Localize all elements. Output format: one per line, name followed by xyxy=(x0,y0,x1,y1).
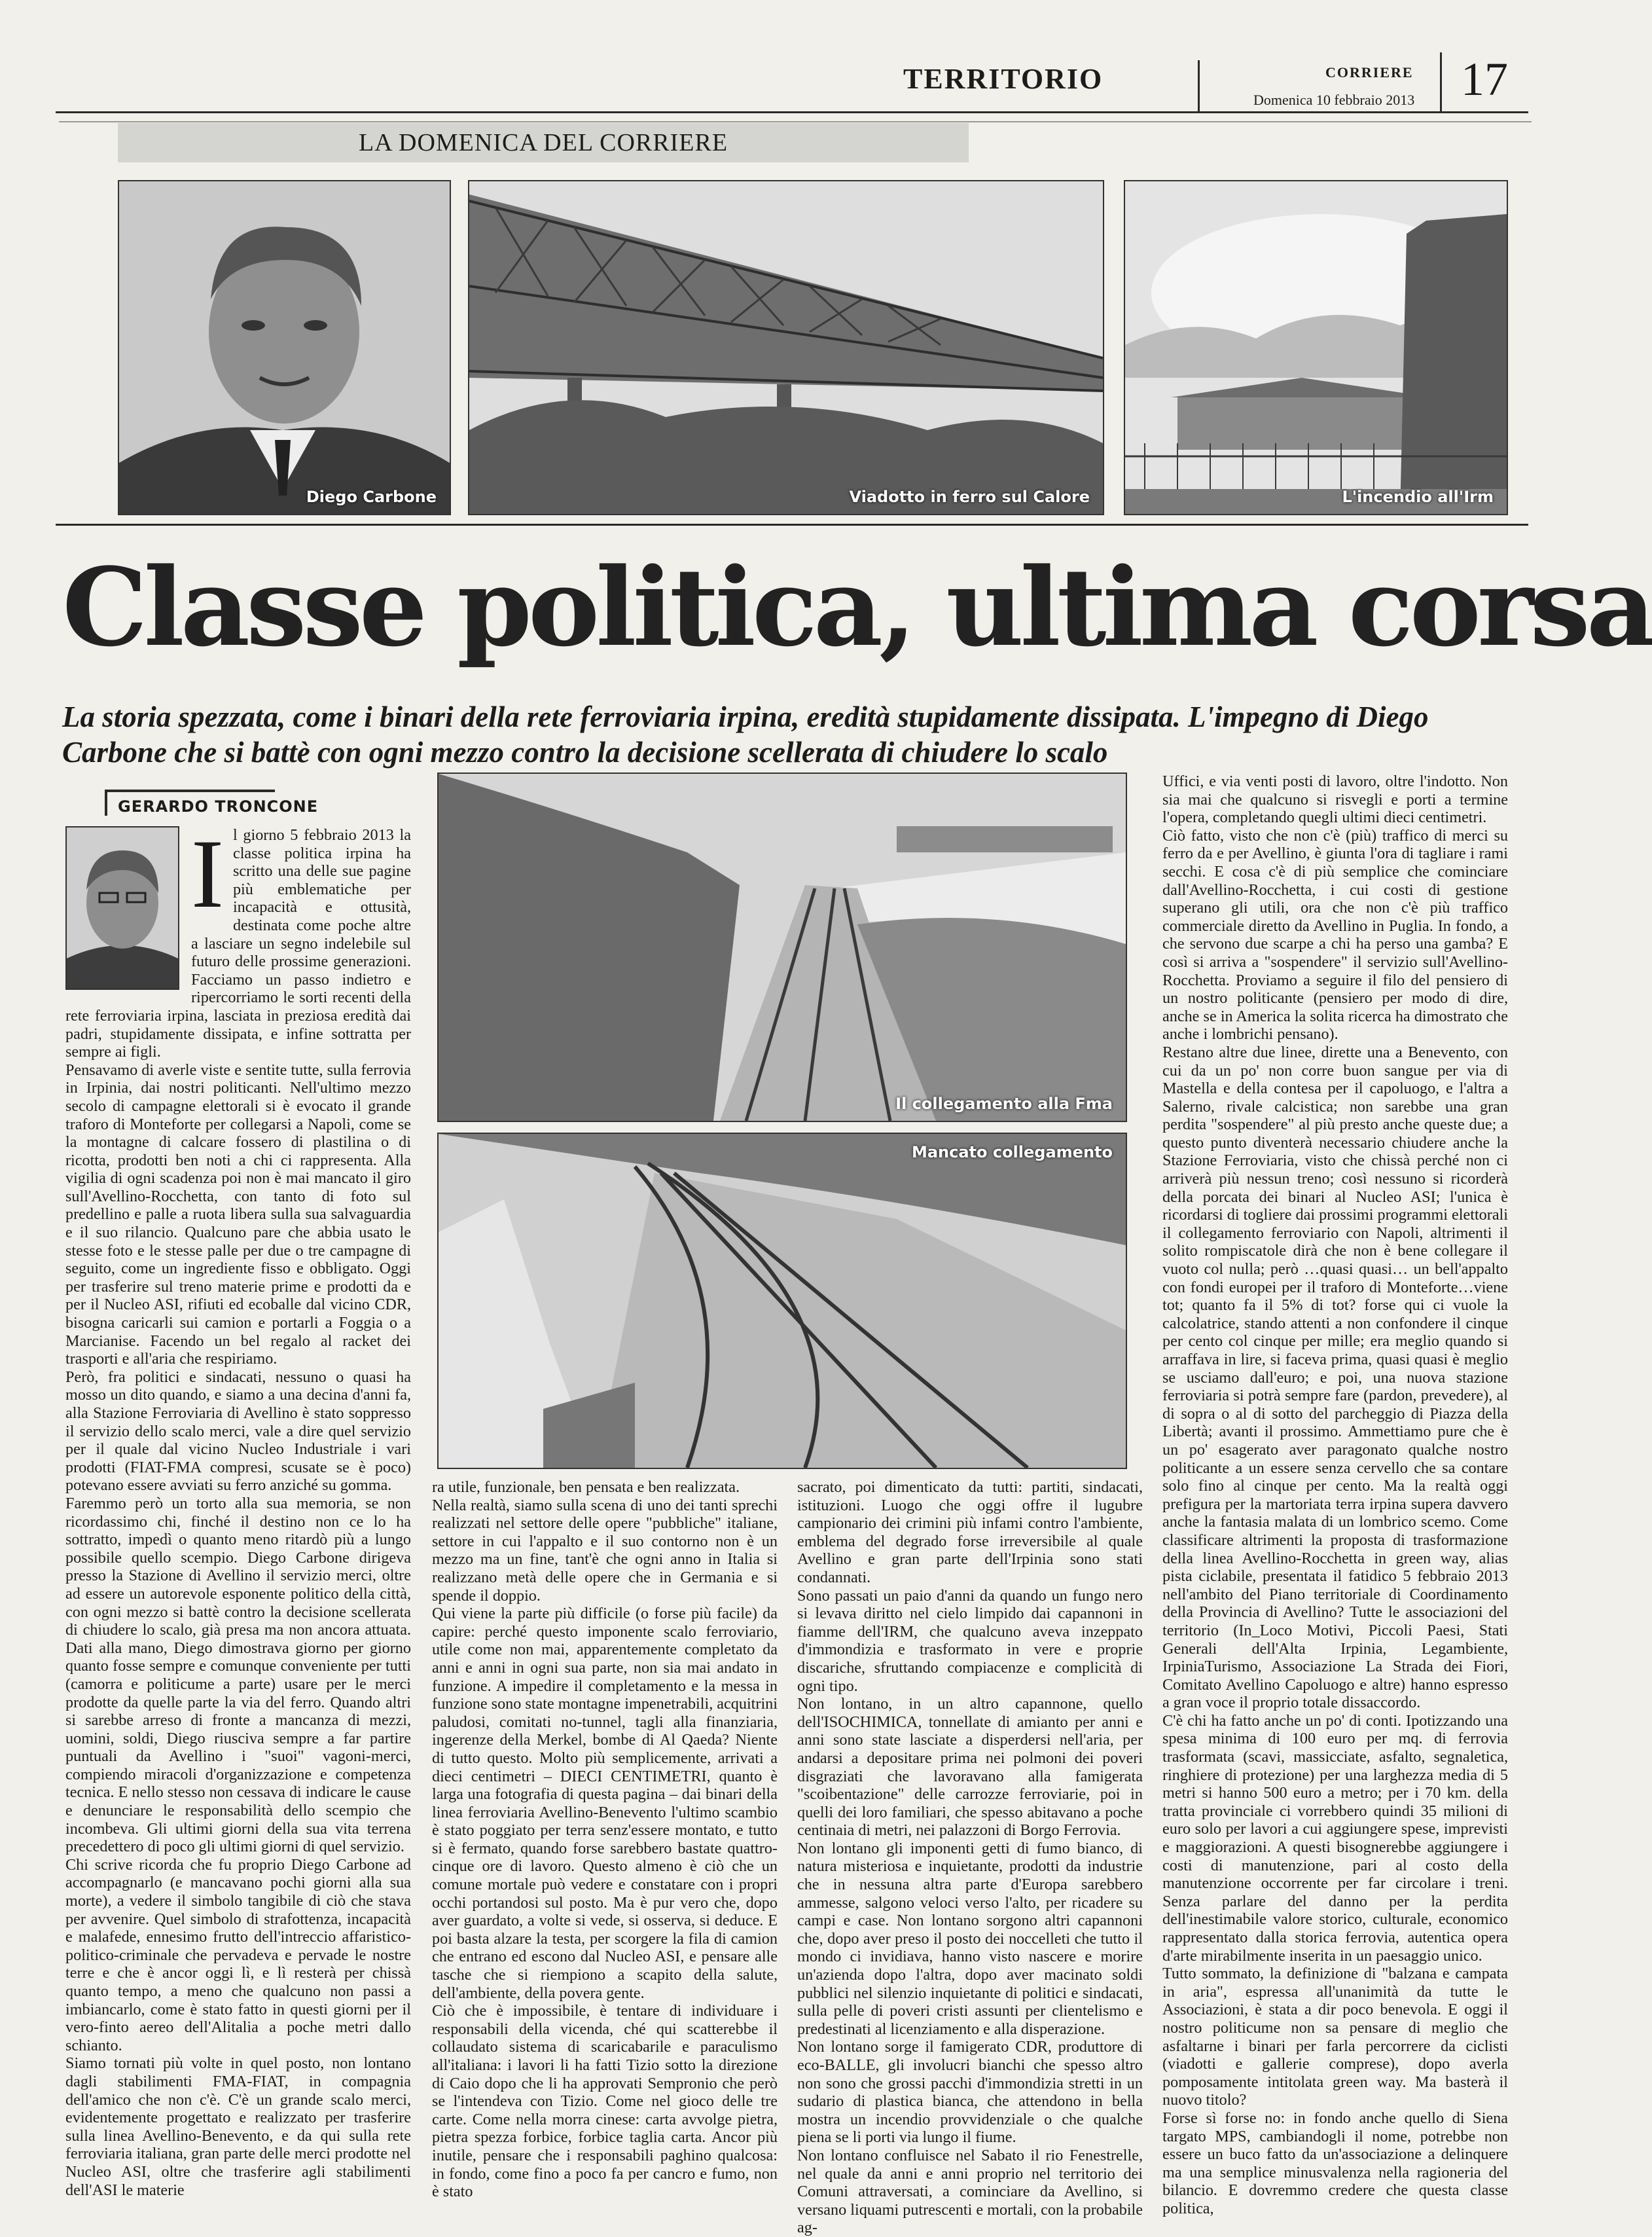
header-divider xyxy=(1198,60,1200,111)
article-paragraph: Però, fra politici e sindacati, nessuno o quasi ha mosso un dito quando, e siamo a una decina d'anni fa, alla Stazione Ferroviaria di Avellino è stato soppresso il servizio dello scalo merci, vale a dire quel servizio per il quale dal vicino Nucleo Industriale i vari prodotti (FIAT-FMA compresi, scusate se è poco) potevano essere avviati su ferro anziché su gomma. xyxy=(65,1368,411,1495)
article-paragraph: Uffici, e via venti posti di lavoro, oltre l'indotto. Non sia mai che qualcuno si risvegli e porti a termine l'opera, completando quegli ultimi dieci centimetri. xyxy=(1162,773,1508,827)
article-paragraph: Siamo tornati più volte in quel posto, non lontano dagli stabilimenti FMA-FIAT, in compagnia dell'amico che non c'è. C'è un grande scalo merci, evidentemente progettato e realizzato per trasferire sulla linea Avellino-Benevento, e da qui sulla rete ferroviaria italiana, gran parte delle merci prodotte nel Nucleo ASI, oltre che trasferire agli stabilimenti dell'ASI le materie xyxy=(65,2054,411,2199)
portrait-photo xyxy=(118,180,451,515)
track-photo-1 xyxy=(437,773,1127,1122)
portrait-caption: Diego Carbone xyxy=(306,488,437,506)
drop-cap: I xyxy=(191,820,224,928)
article-paragraph: Ciò che è impossibile, è tentare di individuare i responsabili della vicenda, ché qui scatterebbe il collaudato sistema di scaricabarile e paraculismo all'italiana: i lavori li ha fatti Tizio sotto la direzione di Caio dopo che li ha approvati Sempronio che però se l'intendeva con Tizio. Come nel gioco delle tre carte. Come nella morra cinese: carta avvolge pietra, pietra spezza forbice, forbice taglia carta. Ancor più inutile, pensare che i responsabili paghino qualcosa: in fondo, come fino a poco fa per cancro e fumo, non è stato xyxy=(432,2002,778,2201)
author-thumbnail xyxy=(65,826,179,990)
byline: GERARDO TRONCONE xyxy=(118,797,319,816)
header-divider xyxy=(1440,52,1442,111)
supplement-band: LA DOMENICA DEL CORRIERE xyxy=(118,123,969,162)
viaduct-caption: Viadotto in ferro sul Calore xyxy=(849,488,1090,506)
article-paragraph: Restano altre due linee, dirette una a Benevento, con cui da un po' non corre buon sangue per via di Mastella e della contesa per il capoluogo, e l'altra a Salerno, rivale calcistica; non sarebbe una gran perdita "sospendere" al più presto anche queste due; a questo punto diventerà necessario chiudere anche la Stazione Ferroviaria, visto che chissà perché non ci arriverà più nessun treno; così nessuno si ricorderà della porcata dei binari al Nucleo ASI; l'unica è ricordarsi di togliere dai prossimi programmi elettorali il collegamento ferroviario con Napoli, altrimenti il solito rompiscatole dirà che non è bene collegare il vuoto col nulla; però …quasi quasi… un bell'appalto con fondi europei per il traforo di Monteforte…viene tot; quanto fa il 5% di tot? forse qui ci vuole la calcolatrice, stando attenti a non confondere il cinque per cento col cinque per mille; era meglio quando si arraffava in lire, si faceva prima, quasi quasi è meglio se usciamo dall'euro; e poi, una nuova stazione ferroviaria si potrà sempre fare (pardon, prevedere), al di sopra o al di sotto del parcheggio di Piazza della Libertà; avanti il prossimo. Ammettiamo pure che è un po' esagerato aver paragonato qualche nostro politicante a un essere senza cervello che sa contare solo fino al cinque per cento. Ma la realtà oggi prefigura per la martoriata terra irpina supera davvero anche la fantasia malata di un lombrico scemo. Come classificare altrimenti la proposta di trasformazione della linea Avellino-Rocchetta in green way, alias pista ciclabile, presentata il fatidico 5 febbraio 2013 nell'ambito del Piano territoriale di Coordinamento della Provincia di Avellino? Tutte le associazioni del territorio (In_Loco Motivi, Piccoli Paesi, Stati Generali dell'Alta Irpinia, Legambiente, IrpiniaTurismo, Associazione La Strada dei Fiori, Comitato Avellino Capoluogo e altre) hanno espresso a gran voce il proprio totale dissaccordo. xyxy=(1162,1043,1508,1712)
article-paragraph: Faremmo però un torto alla sua memoria, se non ricordassimo chi, finché il destino non ce lo ha sottratto, impedì o quanto meno ritardò più a lungo possibile quello scempio. Diego Carbone dirigeva presso la Stazione di Avellino il servizio merci, oltre ad essere un autorevole esponente politico della città, con ogni mezzo si battè contro la decisione scellerata di chiudere lo scalo, già presa ma non ancora attuata. Dati alla mano, Diego dimostrava giorno per giorno quanto fosse sempre e comunque conveniente per tutti (camorra e politicume a parte) usare per le merci prodotte da quelle parte la via del ferro. Quando altri si sarebbe arreso di fronte a mancanza di mezzi, uomini, soldi, Diego riusciva sempre a far partire puntuali da Avellino i "suoi" vagoni-merci, compiendo miracoli d'organizzazione e competenza tecnica. E nello stesso non cessava di indicare le cause e denunciare le responsabilità dello scempio che incombeva. Gli ultimi giorni della sua vita terrena precedettero di poco gli ultimi giorni di quel servizio. xyxy=(65,1494,411,1856)
byline-rule xyxy=(105,790,107,816)
article-paragraph: Qui viene la parte più difficile (o forse più facile) da capire: perché questo imponente scalo ferroviario, utile come non mai, apparentemente completato da anni e anni in ogni sua parte, non sia mai andato in funzione. A impedire il completamento e la messa in funzione sono state montagne impenetrabili, acquitrini paludosi, comitati no-tunnel, tagli alla finanziaria, ingerenze della Merkel, bombe di Al Qaeda? Niente di tutto questo. Molto più semplicemente, arrivati a dieci centimetri – DIECI CENTIMETRI, quanto è larga una fotografia di questa pagina – dai binari della linea ferroviaria Avellino-Benevento l'ultimo scambio è stato poggiato per terra senz'essere montato, e tutto si è fermato, quando forse sarebbero bastate quattro-cinque ore di lavoro. Questo almeno è ciò che un comune mortale può vedere e constatare con i propri occhi portandosi sul posto. Ma è pur vero che, dopo aver guardato, a volte si vede, si osserva, si deduce. E poi basta alzare la testa, per scorgere la fila di camion che entrano ed escono dal Nucleo ASI, e pensare alle tasche che si riempiono a scapito della salute, dell'ambiente, della povera gente. xyxy=(432,1605,778,2002)
article-paragraph: Nella realtà, siamo sulla scena di uno dei tanti sprechi realizzati nel settore delle opere "pubbliche" italiane, settore in cui l'appalto e il suo contorno non è un mezzo ma un fine, tant'è che ogni anno in Italia si realizzano metà delle opere che in Germania e si spende il doppio. xyxy=(432,1496,778,1605)
article-paragraph: Ciò fatto, visto che non c'è (più) traffico di merci su ferro da e per Avellino, è giunta l'ora di tagliare i rami secchi. E cosa c'è di più semplice che cominciare dall'Avellino-Rocchetta, i cui costi di gestione superano gli utili, ora che non c'è più traffico commerciale diretto da Avellino in Puglia. In fondo, a che servono due scarpe a chi ha perso una gamba? E così si arriva a "sospendere" il servizio sull'Avellino-Rocchetta. Proviamo a seguire il filo del pensiero di un nostro politicante (pensiero per modo di dire, anche se in America la solita ricerca ha dimostrato che anche i lombrichi pensano). xyxy=(1162,826,1508,1044)
photo-band-rule xyxy=(56,524,1528,526)
article-paragraph: Sono passati un paio d'anni da quando un fungo nero si levava diritto nel cielo limpido dai capannoni in fiamme dell'IRM, che qualcuno aveva inzeppato d'immondizia e trasformato in vere e proprie discariche, sfruttando compiacenze e complicità di ogni tipo. xyxy=(797,1586,1143,1695)
article-paragraph: sacrato, poi dimenticato da tutti: partiti, sindacati, istituzioni. Luogo che oggi offre il lugubre campionario dei crimini più infami contro l'ambiente, emblema del degrado forse irreversibile al quale Avellino e gran parte dell'Irpinia sono stati condannati. xyxy=(797,1478,1143,1586)
article-column-2 xyxy=(432,1478,778,2201)
viaduct-photo xyxy=(468,180,1104,515)
track-photo-2 xyxy=(437,1133,1127,1469)
track-image-2 xyxy=(439,1134,1126,1468)
headline: Classe politica, ultima corsa xyxy=(62,544,1652,670)
article-paragraph: ra utile, funzionale, ben pensata e ben realizzata. xyxy=(432,1478,740,1496)
header-rule xyxy=(56,111,1528,113)
article-paragraph: Non lontano, in un altro capannone, quello dell'ISOCHIMICA, tonnellate di amianto per anni e anni sono state lasciate a disperdersi nell'aria, per andarsi a depositare prima nei polmoni dei poveri disgraziati che lavoravano alla famigerata "scoibentazione" delle carrozze ferroviarie, poi in quelli dei loro familiari, che spesso abitavano a poche centinaia di metri, nei palazzoni di Borgo Ferrovia. xyxy=(797,1695,1143,1840)
author-image xyxy=(67,828,178,989)
subheadline: La storia spezzata, come i binari della rete ferroviaria irpina, eredità stupidamente dissipata. L'impegno di Diego Carbone che si battè con ogni mezzo contro la decisione scellerata di chiudere lo scalo xyxy=(62,700,1429,769)
fire-photo xyxy=(1124,180,1508,515)
track-image-1 xyxy=(439,774,1126,1121)
article-column-3 xyxy=(797,1478,1143,2237)
viaduct-image xyxy=(469,181,1103,514)
portrait-image xyxy=(119,181,450,514)
article-paragraph: Chi scrive ricorda che fu proprio Diego Carbone ad accompagnarlo (e mancavano pochi giorni alla sua morte), a vedere il simbolo tangibile di ciò che stava per avvenire. Quel simbolo di strafottenza, incapacità e malafede, ennesimo frutto dell'intreccio affaristico-politico-criminale che pervadeva e pervade le nostre terre e che è ancor oggi lì, e lì resterà per chissà quanto tempo, a meno che qualcuno non passi a imbiancarlo, come è stato fatto in questi giorni per il vero-finto aereo dell'Alitalia a poche metri dallo schianto. xyxy=(65,1855,411,2054)
article-paragraph: Non lontano sorge il famigerato CDR, produttore di eco-BALLE, gli involucri bianchi che spesso altro non sono che grossi pacchi d'immondizia stretti in un sudario di plastica bianca, che attendono in bella mostra un incendio provvidenziale o che qualche piena se li porti via lungo il fiume. xyxy=(797,2038,1143,2147)
article-paragraph: Tutto sommato, la definizione di "balzana e campata in aria", espressa all'unanimità da tutte le Associazioni, è stata a dir poco benevola. E oggi il nostro politicume non sa pensare di meglio che asfaltarne i binari per farla percorrere da ciclisti (viadotti e gallerie comprese), dopo averla pomposamente intitolata green way. Ma basterà il nuovo titolo? xyxy=(1162,1965,1508,2109)
article-paragraph: l giorno 5 febbraio 2013 la classe politica irpina ha scritto una delle sue pagine più emblematiche per incapacità e ottusità, destinata come poche altre a lasciare un segno indelebile sul futuro delle prossime generazioni. Facciamo un passo indietro e ripercorriamo le sorti recenti della rete ferroviaria irpina, lasciata in preziosa eredità dai padri, stupidamente dissipata, e infine sottratta per sempre ai figli. xyxy=(65,826,411,1061)
article-paragraph: C'è chi ha fatto anche un po' di conti. Ipotizzando una spesa minima di 100 euro per mq. di ferrovia trasformata (scavi, massicciate, asfalto, segnaletica, ringhiere di protezione) per una larghezza media di 5 metri si hanno 500 euro a metro; per i 70 km. della tratta provinciale ci vorrebbero quindi 35 milioni di euro solo per lavori a cui aggiungere spese, imprevisti e maggiorazioni. A questi bisognerebbe aggiungere i costi di manutenzione, pari al costo della manutenzione occorrente per far circolare i treni. Senza parlare del danno per la perdita dell'inestimabile valore storico, culturale, economico rappresentato dalla storica ferrovia, autentica opera d'arte mirabilmente inserita in un paesaggio unico. xyxy=(1162,1711,1508,1965)
article-paragraph: Forse sì forse no: in fondo anche quello di Siena targato MPS, cambiandogli il nome, potrebbe non essere un buco fatto da un'associazione a delinquere ma una semplice minusvalenza nella ragioneria del bilancio. E dovremmo credere che questa classe politica, xyxy=(1162,2109,1508,2217)
photo-band-frame xyxy=(59,121,1532,122)
article-paragraph: Non lontano gli imponenti getti di fumo bianco, di natura misteriosa e inquietante, prodotti da industrie che in nessuna altra parte d'Europa sarebbero ammesse, salgono veloci verso l'alto, per ricadere su campi e case. Non lontano sorgono altri capannoni che, dopo aver preso il posto dei noccelleti che tutto il mondo ci invidiava, hanno visto nascere e morire un'azienda dopo l'altra, dopo aver macinato soldi pubblici nel silenzio inquietante di politici e sindacati, sulla pelle di poveri cristi assunti per clientelismo e predestinati al licenziamento e alla disperazione. xyxy=(797,1839,1143,2038)
fire-image xyxy=(1125,181,1507,514)
track1-caption: Il collegamento alla Fma xyxy=(895,1095,1113,1113)
article-column-4 xyxy=(1162,773,1508,2217)
newspaper-name: CORRIERE xyxy=(1325,64,1414,81)
article-column-1 xyxy=(65,820,411,2199)
track2-caption: Mancato collegamento xyxy=(911,1143,1113,1161)
page-number: 17 xyxy=(1461,53,1508,105)
fire-caption: L'incendio all'Irm xyxy=(1342,488,1494,506)
byline-rule xyxy=(105,790,275,792)
article-paragraph: Non lontano confluisce nel Sabato il rio Fenestrelle, nel quale da anni e anni proprio nel territorio dei Comuni attraversati, a cominciare da Avellino, si versano liquami putrescenti e mortali, con la probabile ag- xyxy=(797,2146,1143,2237)
issue-date: Domenica 10 febbraio 2013 xyxy=(1253,92,1415,108)
section-title: TERRITORIO xyxy=(903,63,1104,95)
column-1-text xyxy=(65,820,411,2199)
article-paragraph: Pensavamo di averle viste e sentite tutte, sulla ferrovia in Irpinia, dai nostri politicanti. Nell'ultimo mezzo secolo di campagne elettorali si è evocato il grande traforo di Monteforte per collegarsi a Napoli, come se la montagne di calcare fossero di plastilina o di ricotta, prodotti ben noti a chi ci rappresenta. Alla vigilia di ogni scadenza poi non è mai mancato il giro sull'Avellino-Rocchetta, con tanto di foto sul predellino e palle a ruota libera sulla sua salvaguardia e il suo rilancio. Qualcuno pare che abbia usato le stesse foto e le stesse palle per due o tre campagne di seguito, come un ingrediente fisso e obbligato. Oggi per trasferire sul treno materie prime e prodotti da e per il Nucleo ASI, rifiuti ed ecoballe dal vicino CDR, bisogna caricarli sui camion e portarli a Foggia o a Marcianise. Facendo un bel regalo al racket dei trasporti e all'aria che respiriamo. xyxy=(65,1061,411,1368)
